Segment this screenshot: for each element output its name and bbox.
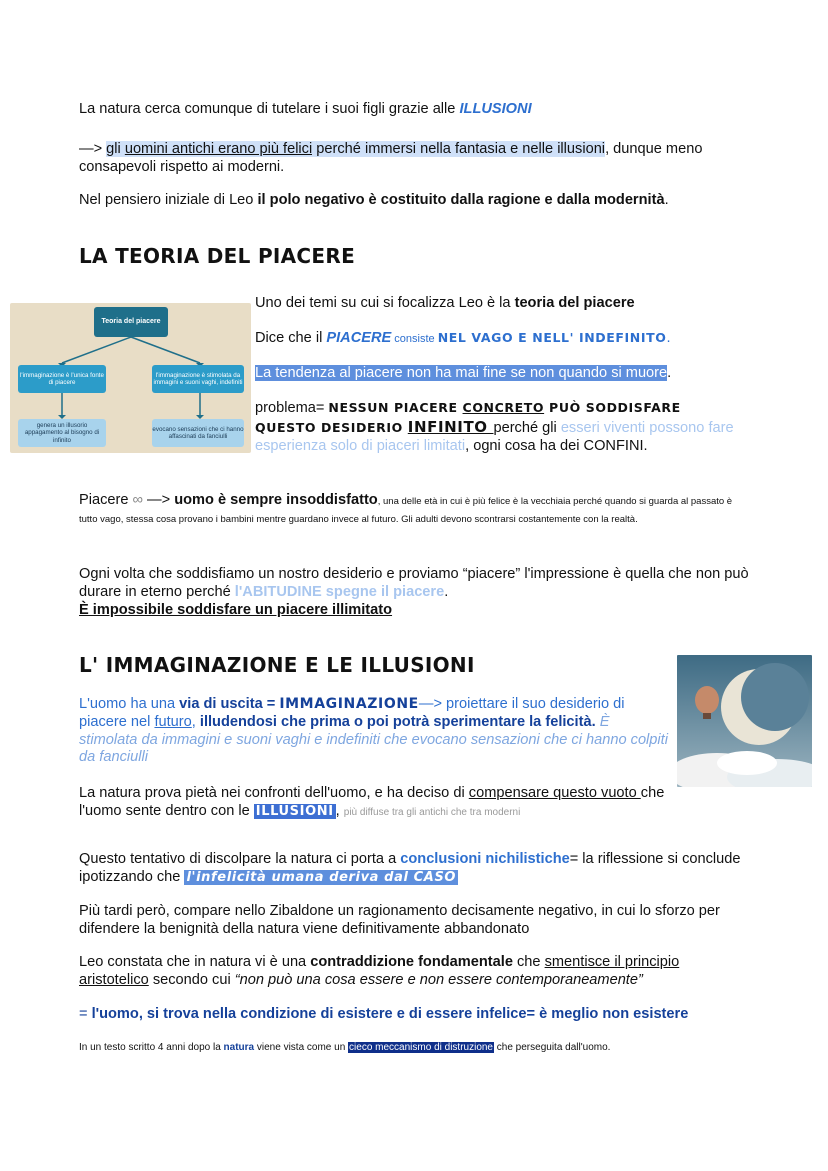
contraddizione-para: Leo constata che in natura vi è una contraddizione fondamentale che smentisce il principio aristotelico secondo cui “non può una cosa essere e non essere contemporaneamente” bbox=[79, 954, 680, 988]
piacere-infinito-para: Piacere ∞ —> uomo è sempre insoddisfatto, una delle età in cui è più felice è la vecchiaia perché quando si guarda al passato è tutto vago, stessa cosa provano i bambini mentre guardano invece al futuro. Gli adulti devono scontrarsi costantemente con la realtà. bbox=[79, 492, 733, 525]
diagram-top-node: Teoria del piacere bbox=[94, 307, 168, 337]
intro-line-3: Nel pensiero iniziale di Leo il polo negativo è costituito dalla ragione e dalla modernità. bbox=[79, 192, 669, 208]
moon-dream-image bbox=[677, 655, 812, 787]
zibaldone-para: Più tardi però, compare nello Zibaldone un ragionamento decisamente negativo, in cui lo sforzo per difendere la benignità della natura viene definitivamente abbandonato bbox=[79, 903, 720, 937]
teoria-p4: problema= NESSUN PIACERE CONCRETO PUÒ SODDISFARE QUESTO DESIDERIO INFINITO perché gli esseri viventi possono fare esperienza solo di piaceri limitati, ogni cosa ha dei CONFINI. bbox=[255, 400, 734, 454]
immaginazione-p2: La natura prova pietà nei confronti dell'uomo, e ha deciso di compensare questo vuoto che l'uomo sente dentro con le ILLUSIONI , più diffuse tra gli antichi che tra moderni bbox=[79, 785, 665, 819]
section-title-teoria: LA TEORIA DEL PIACERE bbox=[79, 244, 356, 268]
diagram-left-bottom-node: genera un illusorio appagamento al bisogno di infinito bbox=[18, 419, 106, 447]
teoria-p1: Uno dei temi su cui si focalizza Leo è la teoria del piacere bbox=[255, 295, 635, 311]
diagram-right-bottom-node: evocano sensazioni che ci hanno affascinati da fanciulli bbox=[152, 419, 244, 447]
teoria-p2: Dice che il PIACERE consiste NEL VAGO E NELL' INDEFINITO. bbox=[255, 330, 671, 346]
intro-line-2: —> gli uomini antichi erano più felici perché immersi nella fantasia e nelle illusioni, dunque meno consapevoli rispetto ai moderni. bbox=[79, 141, 703, 175]
diagram-right-mid-node: l'immaginazione è stimolata da immagini e suoni vaghi, indefiniti bbox=[152, 365, 244, 393]
diagram-left-mid-node: l'immaginazione è l'unica fonte di piacere bbox=[18, 365, 106, 393]
intro-line-1: La natura cerca comunque di tutelare i suoi figli grazie alle ILLUSIONI bbox=[79, 101, 532, 117]
cieco-meccanismo-para: In un testo scritto 4 anni dopo la natura viene vista come un cieco meccanismo di distruzione che perseguita dall'uomo. bbox=[79, 1042, 611, 1053]
moon-dream-illustration bbox=[677, 655, 812, 787]
nichilismo-para: Questo tentativo di discolpare la natura ci porta a conclusioni nichilistiche= la riflessione si conclude ipotizzando che l'infelicità umana deriva dal CASO bbox=[79, 851, 741, 885]
teoria-p3: La tendenza al piacere non ha mai fine se non quando si muore. bbox=[255, 365, 672, 381]
section-title-immaginazione: L' IMMAGINAZIONE E LE ILLUSIONI bbox=[79, 653, 475, 677]
infinity-symbol: ∞ bbox=[132, 492, 143, 508]
teoria-piacere-diagram bbox=[10, 303, 251, 453]
meglio-non-esistere-para: = l'uomo, si trova nella condizione di esistere e di essere infelice= è meglio non esistere bbox=[79, 1006, 689, 1022]
immaginazione-p1: L'uomo ha una via di uscita = IMMAGINAZIONE—> proiettare il suo desiderio di piacere nel futuro, illudendosi che prima o poi potrà sperimentare la felicità. È stimolata da immagini e suoni vaghi e indefiniti che evocano sensazioni che ci hanno colpiti da fanciulli bbox=[79, 696, 668, 766]
abitudine-para: Ogni volta che soddisfiamo un nostro desiderio e proviamo “piacere” l'impressione è quella che non può durare in eterno perché l'ABITUDINE spegne il piacere. È impossibile soddisfare un piacere illimitato bbox=[79, 566, 749, 618]
illusioni-keyword: ILLUSIONI bbox=[459, 101, 532, 117]
